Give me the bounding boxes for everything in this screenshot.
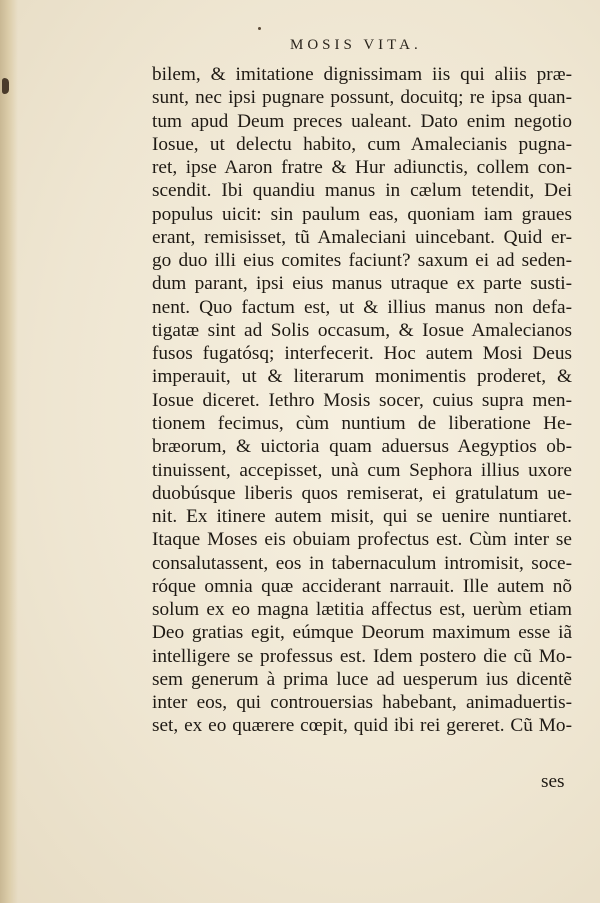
text-line: inter eos, qui controuersias habebant, animaduertis- bbox=[152, 692, 572, 714]
text-line: bilem, & imitatione dignissimam iis qui aliis præ- bbox=[152, 64, 572, 85]
text-line: fusos fugatósq; interfecerit. Hoc autem Mosi Deus bbox=[152, 343, 572, 365]
running-head: MOSIS VITA. bbox=[290, 37, 422, 53]
binding-thread-mark bbox=[2, 78, 9, 94]
text-line: go duo illi eius comites faciunt? saxum ei ad seden- bbox=[152, 250, 572, 272]
text-line: nit. Ex itinere autem misit, qui se uenire nuntiaret. bbox=[152, 506, 572, 528]
text-line: populus uicit: sin paulum eas, quoniam iam graues bbox=[152, 203, 572, 225]
text-line: Itaque Moses eis obuiam profectus est. Cùm inter se bbox=[152, 529, 572, 551]
text-line: scendit. Ibi quandiu manus in cælum tetendit, Dei bbox=[152, 180, 572, 202]
text-line: erant, remisisset, tũ Amaleciani uincebant. Quid er- bbox=[152, 226, 572, 248]
page-gutter bbox=[0, 0, 18, 903]
text-line: set, ex eo quærere cœpit, quid ibi rei gereret. Cũ Mo- bbox=[152, 715, 572, 737]
text-line: duobúsque liberis quos remiserat, ei gratulatum ue- bbox=[152, 482, 572, 504]
text-line: tionem fecimus, cùm nuntium de liberatione He- bbox=[152, 412, 572, 434]
text-line: Deo gratias egit, eúmque Deorum maximum esse iã bbox=[152, 622, 572, 644]
text-line: róque omnia quæ acciderant narrauit. Ille autem nõ bbox=[152, 575, 572, 597]
text-line: tum apud Deum preces ualeant. Dato enim negotio bbox=[152, 110, 572, 132]
catchword: ses bbox=[541, 771, 565, 792]
text-line: consalutassent, eos in tabernaculum intromisit, soce- bbox=[152, 552, 572, 574]
text-block bbox=[152, 63, 572, 738]
text-line: sem generum à prima luce ad uesperum ius dicentẽ bbox=[152, 668, 572, 690]
ink-dot bbox=[258, 27, 261, 30]
text-line: nent. Quo factum est, ut & illius manus non defa- bbox=[152, 296, 572, 318]
text-line: intelligere se professus est. Idem postero die cũ Mo- bbox=[152, 645, 572, 667]
text-line: imperauit, ut & literarum monimentis proderet, & bbox=[152, 366, 572, 388]
text-line: tigatæ sint ad Solis occasum, & Iosue Amalecianos bbox=[152, 319, 572, 341]
text-line: sunt, nec ipsi pugnare possunt, docuitq; re ipsa quan- bbox=[152, 87, 572, 109]
text-line: bræorum, & uictoria quam aduersus Aegyptios ob- bbox=[152, 436, 572, 458]
text-line: tinuissent, accepisset, unà cum Sephora illius uxore bbox=[152, 459, 572, 481]
text-line: solum ex eo magna lætitia affectus est, uerùm etiam bbox=[152, 599, 572, 621]
text-line: dum parant, ipsi eius manus utraque ex parte susti- bbox=[152, 273, 572, 295]
text-line: Iosue diceret. Iethro Mosis socer, cuius supra men- bbox=[152, 389, 572, 411]
text-line: ret, ipse Aaron fratre & Hur adiunctis, collem con- bbox=[152, 157, 572, 179]
text-line: Iosue, ut delectu habito, cum Amalecianis pugna- bbox=[152, 133, 572, 155]
